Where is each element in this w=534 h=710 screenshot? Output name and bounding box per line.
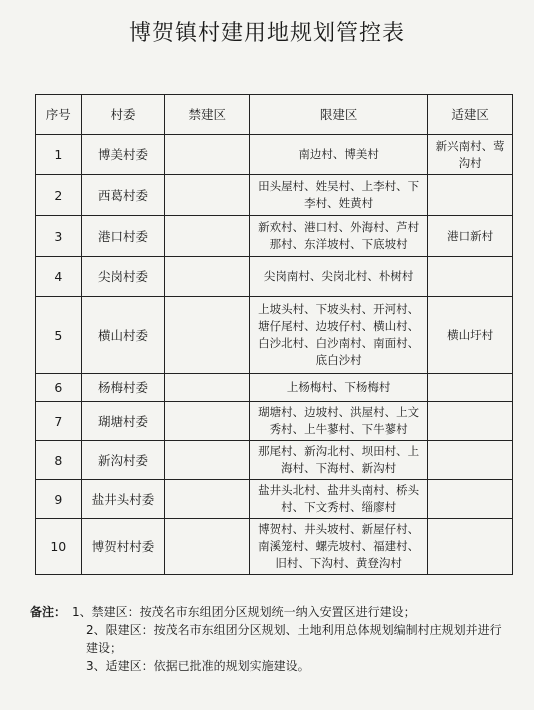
row-no: 4 — [36, 257, 82, 297]
table-row — [36, 297, 513, 374]
row-suitable — [428, 257, 513, 297]
header-restricted: 禁建区 — [165, 95, 250, 135]
land-use-control-table — [35, 94, 513, 575]
row-restricted — [165, 374, 250, 402]
note-item: 1、禁建区：按茂名市东组团分区规划统一纳入安置区进行建设； — [72, 605, 416, 619]
row-no: 8 — [36, 441, 82, 480]
row-village: 瑚塘村委 — [81, 402, 165, 441]
row-no: 3 — [36, 216, 82, 257]
row-suitable — [428, 519, 513, 575]
row-no: 1 — [36, 135, 82, 175]
row-restricted — [165, 519, 250, 575]
header-village: 村委 — [81, 95, 165, 135]
row-limited: 上坡头村、下坡头村、开河村、塘仔尾村、边坡仔村、横山村、白沙北村、白沙南村、南面村、底白沙村 — [250, 297, 428, 374]
row-suitable: 港口新村 — [428, 216, 513, 257]
row-suitable — [428, 374, 513, 402]
table-row — [36, 519, 513, 575]
row-no: 2 — [36, 175, 82, 216]
row-village: 博贺村村委 — [81, 519, 165, 575]
table-row — [36, 480, 513, 519]
table-header-row — [36, 95, 513, 135]
row-limited: 那尾村、新沟北村、坝田村、上海村、下海村、新沟村 — [250, 441, 428, 480]
row-restricted — [165, 297, 250, 374]
row-village: 盐井头村委 — [81, 480, 165, 519]
notes-section — [30, 603, 510, 675]
row-limited: 上杨梅村、下杨梅村 — [250, 374, 428, 402]
header-limited: 限建区 — [250, 95, 428, 135]
row-restricted — [165, 135, 250, 175]
document-title: 博贺镇村建用地规划管控表 — [128, 21, 405, 46]
row-restricted — [165, 175, 250, 216]
row-village: 横山村委 — [81, 297, 165, 374]
row-village: 尖岗村委 — [81, 257, 165, 297]
row-no: 5 — [36, 297, 82, 374]
row-village: 新沟村委 — [81, 441, 165, 480]
table-row — [36, 135, 513, 175]
note-item: 3、适建区：依据已批准的规划实施建设。 — [86, 659, 310, 673]
row-restricted — [165, 441, 250, 480]
row-limited: 新欢村、港口村、外海村、芦村那村、东洋坡村、下底坡村 — [250, 216, 428, 257]
row-limited: 南边村、博美村 — [250, 135, 428, 175]
row-limited: 田头屋村、姓吴村、上李村、下李村、姓黄村 — [250, 175, 428, 216]
note-item: 2、限建区：按茂名市东组团分区规划、土地利用总体规划编制村庄规划并进行建设； — [86, 623, 502, 655]
table-row — [36, 374, 513, 402]
row-suitable — [428, 480, 513, 519]
row-village: 港口村委 — [81, 216, 165, 257]
table-row — [36, 175, 513, 216]
row-suitable — [428, 175, 513, 216]
table-row — [36, 402, 513, 441]
row-no: 7 — [36, 402, 82, 441]
row-limited: 盐井头北村、盐井头南村、桥头村、下文秀村、缁廖村 — [250, 480, 428, 519]
row-suitable — [428, 402, 513, 441]
row-limited: 尖岗南村、尖岗北村、朴树村 — [250, 257, 428, 297]
row-limited: 博贺村、井头坡村、新屋仔村、南溪笼村、螺壳坡村、福建村、旧村、下沟村、黄登沟村 — [250, 519, 428, 575]
table-row — [36, 441, 513, 480]
row-suitable: 新兴南村、莺沟村 — [428, 135, 513, 175]
row-no: 9 — [36, 480, 82, 519]
table-row — [36, 216, 513, 257]
notes-label: 备注： — [30, 605, 67, 619]
row-restricted — [165, 480, 250, 519]
row-village: 西葛村委 — [81, 175, 165, 216]
row-suitable — [428, 441, 513, 480]
row-suitable: 横山圩村 — [428, 297, 513, 374]
table-row — [36, 257, 513, 297]
row-restricted — [165, 402, 250, 441]
row-no: 6 — [36, 374, 82, 402]
row-restricted — [165, 216, 250, 257]
header-suitable: 适建区 — [428, 95, 513, 135]
row-village: 杨梅村委 — [81, 374, 165, 402]
row-limited: 瑚塘村、边坡村、洪屋村、上文秀村、上牛蓼村、下牛蓼村 — [250, 402, 428, 441]
header-no: 序号 — [36, 95, 82, 135]
row-restricted — [165, 257, 250, 297]
row-no: 10 — [36, 519, 82, 575]
row-village: 博美村委 — [81, 135, 165, 175]
